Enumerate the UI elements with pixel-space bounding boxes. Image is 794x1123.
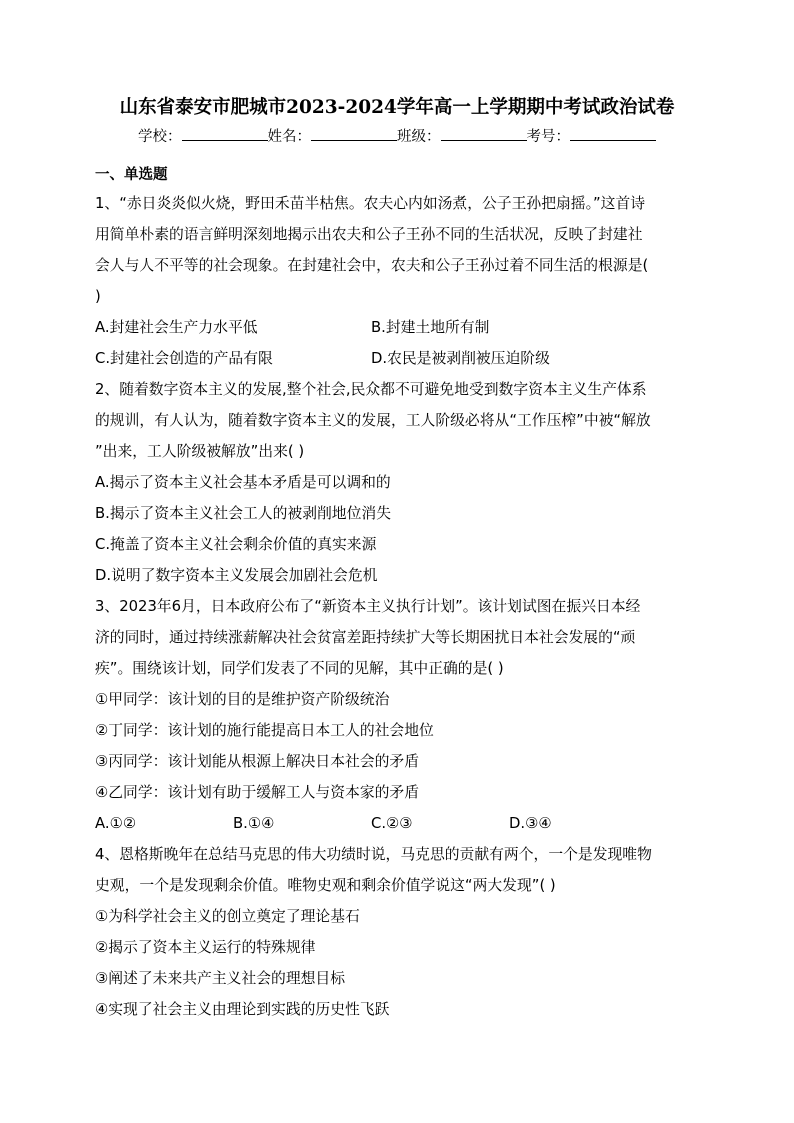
question-stem-line: ”出来，工人阶级被解放”出来( ) — [95, 443, 305, 460]
question-3 — [95, 591, 700, 839]
option-a: A.揭示了资本主义社会基本矛盾是可以调和的 — [95, 474, 391, 491]
option-b: B.封建土地所有制 — [371, 319, 490, 336]
name-label: 姓名： — [267, 129, 311, 145]
option-d: D.说明了数字资本主义发展会加剧社会危机 — [95, 567, 378, 584]
question-stem-line: 2、随着数字资本主义的发展,整个社会,民众都不可避免地受到数字资本主义生产体系 — [95, 381, 647, 398]
option-row — [95, 343, 700, 374]
option-c: C.掩盖了资本主义社会剩余价值的真实来源 — [95, 536, 377, 553]
statement-3: ③阐述了未来共产主义社会的理想目标 — [95, 970, 346, 987]
question-stem-line: 4、恩格斯晚年在总结马克思的伟大功绩时说，马克思的贡献有两个，一个是发现唯物 — [95, 846, 652, 863]
statement-3: ③丙同学：该计划能从根源上解决日本社会的矛盾 — [95, 753, 420, 770]
question-stem-line: 济的同时，通过持续涨薪解决社会贫富差距持续扩大等长期困扰日本社会发展的“顽 — [95, 629, 636, 646]
question-stem-line: 史观，一个是发现剩余价值。唯物史观和剩余价值学说这“两大发现”( ) — [95, 877, 556, 894]
question-stem-line: 用简单朴素的语言鲜明深刻地揭示出农夫和公子王孙不同的生活状况，反映了封建社 — [95, 226, 643, 243]
question-4 — [95, 839, 700, 1025]
statement-2: ②揭示了资本主义运行的特殊规律 — [95, 939, 316, 956]
class-label: 班级： — [397, 129, 441, 145]
option-row — [95, 312, 700, 343]
statement-4: ④乙同学：该计划有助于缓解工人与资本家的矛盾 — [95, 784, 420, 801]
school-label: 学校： — [138, 129, 182, 145]
section-title: 一、单选题 — [95, 167, 168, 183]
exam-number-label: 考号： — [526, 129, 570, 145]
option-d: D.农民是被剥削被压迫阶级 — [371, 350, 550, 367]
question-stem-line: 疾”。围绕该计划，同学们发表了不同的见解，其中正确的是( ) — [95, 660, 504, 677]
option-a: A.①② — [95, 815, 137, 832]
name-blank — [311, 126, 397, 141]
statement-2: ②丁同学：该计划的施行能提高日本工人的社会地位 — [95, 722, 434, 739]
option-row — [95, 808, 700, 839]
option-b: B.揭示了资本主义社会工人的被剥削地位消失 — [95, 505, 391, 522]
school-blank — [182, 126, 268, 141]
statement-1: ①甲同学：该计划的目的是维护资产阶级统治 — [95, 691, 390, 708]
question-stem-line: ) — [95, 288, 101, 305]
option-d: D.③④ — [509, 815, 552, 832]
question-stem-line: 3、2023年6月，日本政府公布了“新资本主义执行计划”。该计划试图在振兴日本经 — [95, 598, 641, 615]
exam-title: 山东省泰安市肥城市2023-2024学年高一上学期期中考试政治试卷 — [119, 97, 675, 118]
student-info-line — [0, 126, 794, 147]
class-blank — [441, 126, 527, 141]
question-stem-line: 会人与人不平等的社会现象。在封建社会中，农夫和公子王孙过着不同生活的根源是( — [95, 257, 649, 274]
question-2 — [95, 374, 700, 591]
statement-4: ④实现了社会主义由理论到实践的历史性飞跃 — [95, 1001, 390, 1018]
exam-content — [95, 162, 700, 1025]
question-stem-line: 的规训，有人认为，随着数字资本主义的发展，工人阶级必将从“工作压榨”中被“解放 — [95, 412, 651, 429]
question-1 — [95, 188, 700, 374]
option-c: C.封建社会创造的产品有限 — [95, 350, 273, 367]
exam-number-blank — [570, 126, 656, 141]
question-stem-line: 1、“赤日炎炎似火烧，野田禾苗半枯焦。农夫心内如汤煮，公子王孙把扇摇。”这首诗 — [95, 195, 646, 212]
option-a: A.封建社会生产力水平低 — [95, 319, 258, 336]
statement-1: ①为科学社会主义的创立奠定了理论基石 — [95, 908, 360, 925]
option-c: C.②③ — [371, 815, 413, 832]
option-b: B.①④ — [233, 815, 275, 832]
